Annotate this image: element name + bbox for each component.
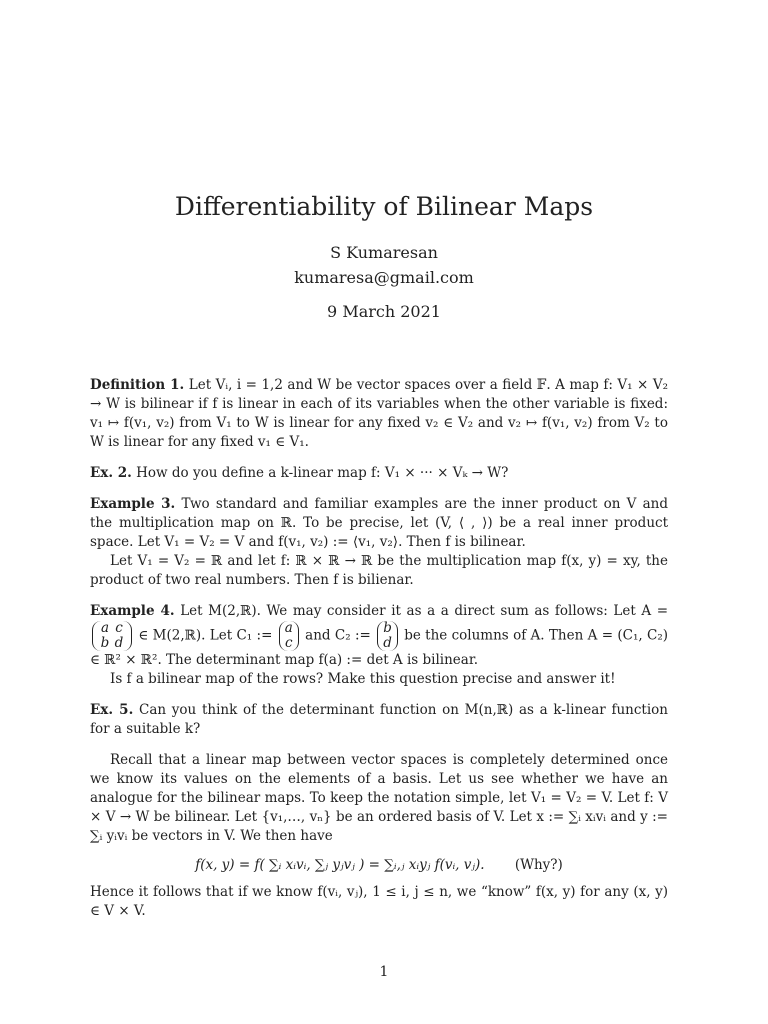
- example-3-continued: Let V₁ = V₂ = ℝ and let f: ℝ × ℝ → ℝ be the multiplication map f(x, y) = xy, the product of two real numbers. Then f is bilienar.: [90, 553, 668, 588]
- paper-title: Differentiability of Bilinear Maps: [174, 192, 594, 221]
- example-4-continued: Is f a bilinear map of the rows? Make this question precise and answer it!: [110, 671, 616, 687]
- matrix-a: abcd: [92, 621, 132, 651]
- column-vector-c2: b d: [377, 621, 398, 651]
- definition-1-text: Let Vᵢ, i = 1,2 and W be vector spaces over a field 𝔽. A map f: V₁ × V₂ → W is bilinear if f is linear in each of its variables when the other variable is fixed: v₁ ↦ f(v₁, v₂) from V₁ to W is linear for any fixed v₂ ∈ V₂ and v₂ ↦ f(v₁, v₂) from V₂ to W is linear for any fixed v₁ ∈ V₁.: [90, 377, 668, 450]
- paper-body: [90, 376, 668, 933]
- example-4-text-1: Let M(2,ℝ). We may consider it as a a direct sum as follows: Let A =: [180, 603, 669, 619]
- conclusion-paragraph: Hence it follows that if we know f(vᵢ, vⱼ), 1 ≤ i, j ≤ n, we “know” f(x, y) for any (x, y) ∈ V × V.: [90, 884, 668, 919]
- example-4-label: Example 4.: [90, 603, 175, 619]
- exercise-2: [90, 464, 668, 483]
- author-name: S Kumaresan: [330, 243, 438, 262]
- exercise-5-label: Ex. 5.: [90, 702, 134, 718]
- example-4: [90, 602, 668, 670]
- column-vector-c1: a c: [279, 621, 299, 651]
- example-3-label: Example 3.: [90, 496, 176, 512]
- definition-1-label: Definition 1.: [90, 377, 185, 393]
- example-3: [90, 495, 668, 552]
- exercise-2-text: How do you define a k-linear map f: V₁ × ··· × Vₖ → W?: [136, 465, 509, 481]
- bilinear-expansion-equation: [90, 856, 668, 875]
- page-number: 1: [379, 964, 389, 980]
- author-email: kumaresa@gmail.com: [294, 268, 474, 287]
- paper-date: 9 March 2021: [327, 302, 441, 321]
- recall-paragraph: Recall that a linear map between vector spaces is completely determined once we know its values on the elements of a basis. Let us see whether we have an analogue for the bilinear maps. To keep the notation simple, let V₁ = V₂ = V. Let f: V × V → W be bilinear. Let {v₁,…, vₙ} be an ordered basis of V. Let x := ∑ᵢ xᵢvᵢ and y := ∑ᵢ yᵢvᵢ be vectors in V. We then have: [90, 752, 668, 844]
- exercise-2-label: Ex. 2.: [90, 465, 132, 481]
- why-note: (Why?): [514, 857, 563, 873]
- example-4-text-4: be the columns of A. Then A = (C₁, C₂) ∈ ℝ² × ℝ². The determinant map f(a) := det A is bilinear.: [90, 627, 669, 668]
- example-3-text: Two standard and familiar examples are the inner product on V and the multiplication map on ℝ. To be precise, let (V, ⟨ , ⟩) be a real inner product space. Let V₁ = V₂ = V and f(v₁, v₂) := ⟨v₁, v₂⟩. Then f is bilinear.: [90, 496, 668, 550]
- exercise-5: [90, 701, 668, 739]
- exercise-5-text: Can you think of the determinant function on M(n,ℝ) as a k-linear function for a suitable k?: [90, 702, 668, 737]
- definition-1: [90, 376, 668, 452]
- example-4-text-2: ∈ M(2,ℝ). Let C₁ :=: [138, 627, 273, 644]
- example-4-text-3: and C₂ :=: [305, 627, 371, 644]
- equation-text: f(x, y) = f( ∑ᵢ xᵢvᵢ, ∑ⱼ yⱼvⱼ ) = ∑ᵢ,ⱼ xᵢyⱼ f(vᵢ, vⱼ).: [195, 857, 485, 873]
